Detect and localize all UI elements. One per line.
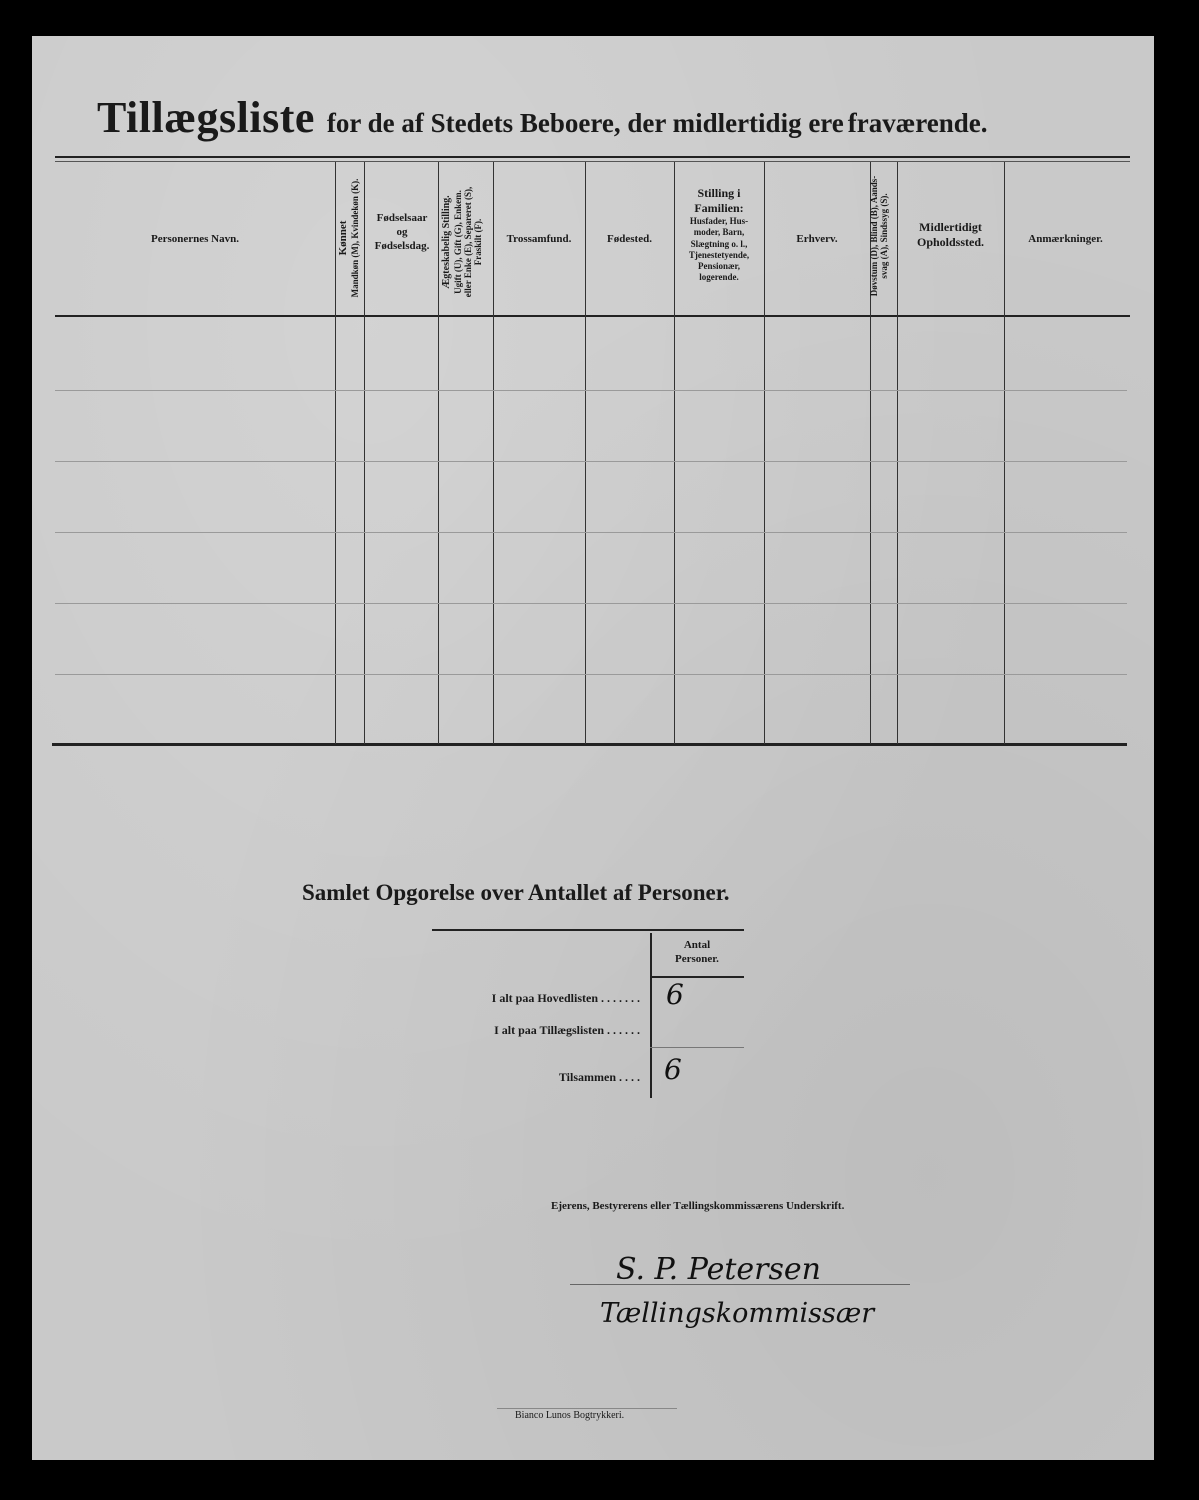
summary-top-rule	[432, 929, 744, 931]
header-birth	[366, 212, 438, 253]
header-disability-line2: svag (A), Sindssyg (S).	[879, 193, 890, 279]
header-family-line3: Husfader, Hus-	[689, 216, 749, 226]
table-row	[55, 532, 1127, 533]
header-name: Personernes Navn.	[151, 233, 239, 245]
summary-label-supplement-list: I alt paa Tillægslisten . . . . . .	[494, 1023, 640, 1037]
summary-count-header-line2: Personer.	[675, 953, 719, 966]
summary-count-header-line1: Antal	[683, 939, 711, 951]
summary-header-rule	[650, 976, 744, 978]
header-occupation: Erhverv.	[796, 233, 838, 245]
header-marital	[441, 117, 489, 367]
form-title-emphasis: fraværende.	[847, 108, 988, 138]
header-disability	[869, 111, 897, 361]
table-row	[55, 390, 1127, 391]
header-religion: Trossamfund.	[506, 233, 572, 245]
header-family-line8: logerende.	[699, 272, 739, 283]
table-row	[55, 603, 1127, 604]
header-family-position	[674, 186, 764, 284]
summary-label-main-list: I alt paa Hovedlisten . . . . . . .	[491, 991, 640, 1005]
header-disability-line1: Døvstum (D), Blind (B), Aands-	[869, 175, 879, 297]
table-top-rule-thin	[55, 161, 1130, 162]
summary-count-header	[652, 938, 742, 967]
header-remarks: Anmærkninger.	[1028, 233, 1103, 245]
column-divider	[764, 162, 765, 744]
table-row	[55, 674, 1127, 675]
column-divider	[438, 162, 439, 744]
header-sex-detail: Mandkøn (M), Kvindekøn (K).	[349, 178, 360, 298]
header-family-line2: Familien:	[694, 201, 744, 215]
header-birth-line1: Fødselsaar	[376, 212, 428, 224]
summary-label-total: Tilsammen . . . .	[558, 1070, 640, 1084]
column-divider	[335, 162, 336, 744]
signature-role: Tællingskommissær	[600, 1298, 875, 1329]
form-title-main: Tillægsliste	[97, 93, 315, 142]
summary-title: Samlet Opgorelse over Antallet af Personer.	[302, 880, 730, 905]
column-divider	[1004, 162, 1005, 744]
form-title-middle: for de af Stedets Beboere, der midlertidig ere	[326, 108, 844, 138]
header-bottom-rule	[55, 315, 1130, 317]
signature-name: S. P. Petersen	[616, 1252, 821, 1287]
header-temp-line2: Opholdssted.	[916, 235, 985, 249]
form-title	[97, 92, 988, 143]
column-divider	[493, 162, 494, 744]
column-divider	[585, 162, 586, 744]
summary-value-total: 6	[664, 1053, 682, 1086]
printer-rule	[497, 1408, 677, 1409]
table-row	[55, 461, 1127, 462]
header-sex	[337, 113, 363, 363]
header-birthplace: Fødested.	[607, 233, 652, 245]
header-family-line5: Slægtning o. l.,	[690, 238, 748, 249]
header-family-line1: Stilling i	[697, 186, 741, 200]
header-marital-line3: eller Enke (E), Separeret (S),	[462, 186, 473, 298]
summary-total-rule	[650, 1047, 744, 1048]
signature-caption: Ejerens, Bestyrerens eller Tællingskommissærens Underskrift.	[551, 1200, 845, 1212]
header-marital-line4: Fraskilt (F).	[473, 218, 484, 266]
header-family-line4: moder, Barn,	[693, 227, 745, 238]
table-bottom-rule	[52, 743, 1127, 746]
header-marital-line1: Ægteskabelig Stilling.	[441, 195, 452, 289]
header-sex-title: Kønnet	[337, 220, 349, 256]
header-marital-line2: Ugift (U), Gift (G), Enkem.	[452, 190, 463, 294]
column-divider	[364, 162, 365, 744]
header-temp-line1: Midlertidigt	[919, 220, 982, 234]
header-temporary-residence	[897, 220, 1004, 250]
header-birth-line2: og	[396, 225, 408, 238]
table-top-rule	[55, 156, 1130, 158]
printer-imprint: Bianco Lunos Bogtrykkeri.	[515, 1410, 625, 1421]
header-family-line6: Tjenestetyende,	[688, 249, 750, 260]
summary-value-main-list: 6	[666, 978, 684, 1011]
header-family-line7: Pensionær,	[698, 261, 740, 271]
header-birth-line3: Fødselsdag.	[374, 239, 430, 252]
